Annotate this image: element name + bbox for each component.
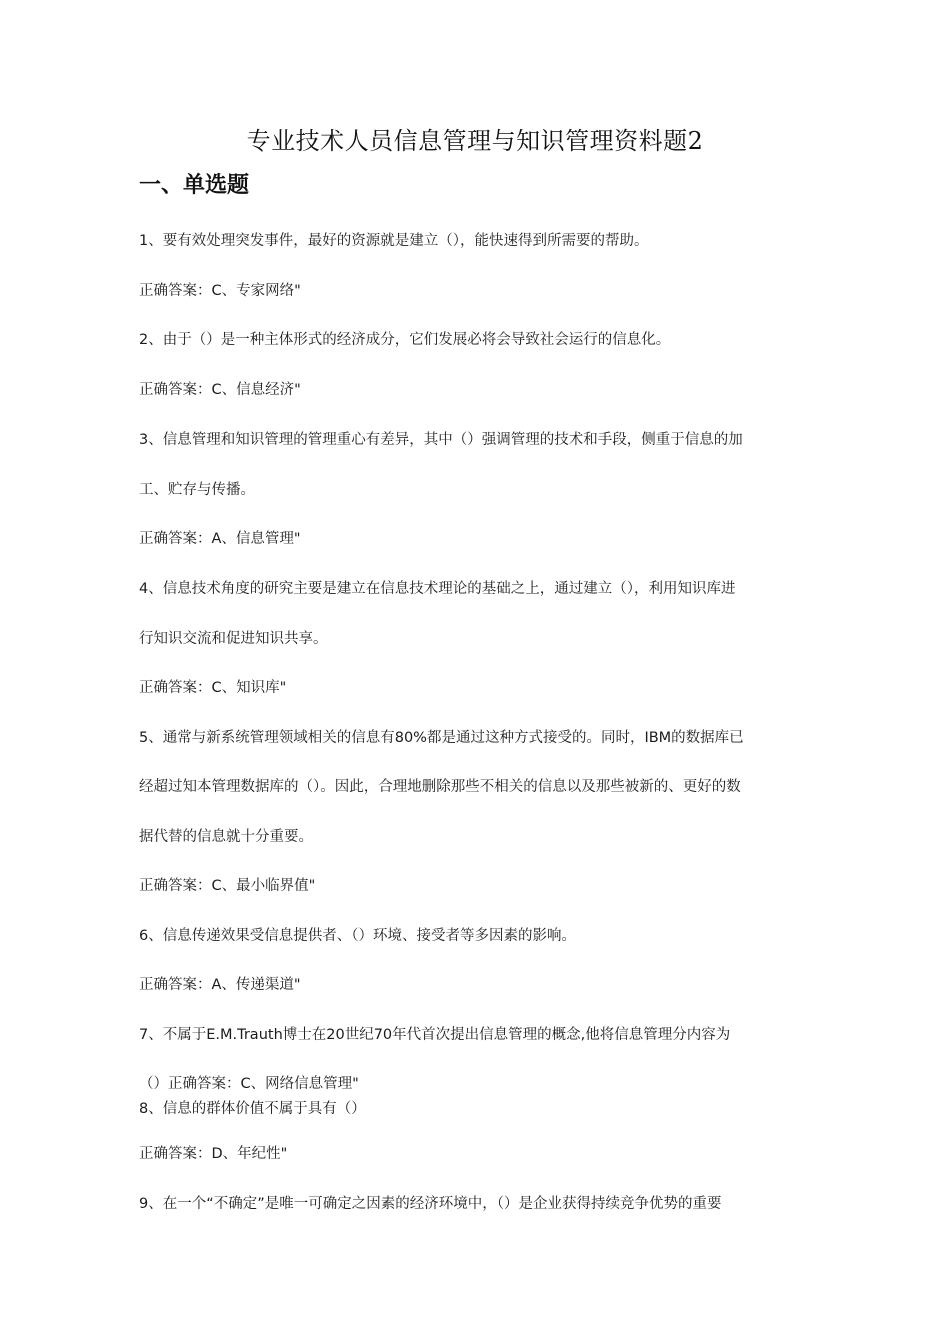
answer-line: 正确答案：A、信息管理" [139,531,301,547]
question-line: 8、信息的群体价值不属于具有（） [139,1101,366,1117]
question-line: 7、不属于E.M.Trauth博士在20世纪70年代首次提出信息管理的概念,他将信息管理分内容为 [139,1027,731,1043]
question-line: 3、信息管理和知识管理的管理重心有差异，其中（）强调管理的技术和手段，侧重于信息的加 [139,432,743,448]
question-line: 工、贮存与传播。 [139,482,255,498]
section-heading: 一、单选题 [139,173,250,198]
answer-line: （）正确答案：C、网络信息管理" [139,1076,359,1092]
answer-line: 正确答案：D、年纪性" [139,1146,288,1162]
document-title: 专业技术人员信息管理与知识管理资料题2 [246,127,704,155]
answer-line: 正确答案：A、传递渠道" [139,977,301,993]
question-line: 据代替的信息就十分重要。 [139,829,313,845]
question-line: 6、信息传递效果受信息提供者、（）环境、接受者等多因素的影响。 [139,928,576,944]
question-line: 4、信息技术角度的研究主要是建立在信息技术理论的基础之上，通过建立（），利用知识库进 [139,581,736,597]
answer-line: 正确答案：C、专家网络" [139,283,301,299]
answer-line: 正确答案：C、知识库" [139,680,287,696]
question-line: 1、要有效处理突发事件，最好的资源就是建立（），能快速得到所需要的帮助。 [139,233,649,249]
question-line: 5、通常与新系统管理领域相关的信息有80%都是通过这种方式接受的。同时，IBM的数据库已 [139,730,744,746]
answer-line: 正确答案：C、信息经济" [139,382,301,398]
answer-line: 正确答案：C、最小临界值" [139,878,316,894]
question-line: 9、在一个“不确定”是唯一可确定之因素的经济环境中，（）是企业获得持续竞争优势的重要 [139,1196,722,1212]
question-line: 2、由于（）是一种主体形式的经济成分，它们发展必将会导致社会运行的信息化。 [139,332,671,348]
question-line: 行知识交流和促进知识共享。 [139,631,328,647]
question-line: 经超过知本管理数据库的（）。因此，合理地删除那些不相关的信息以及那些被新的、更好的数 [139,779,741,795]
